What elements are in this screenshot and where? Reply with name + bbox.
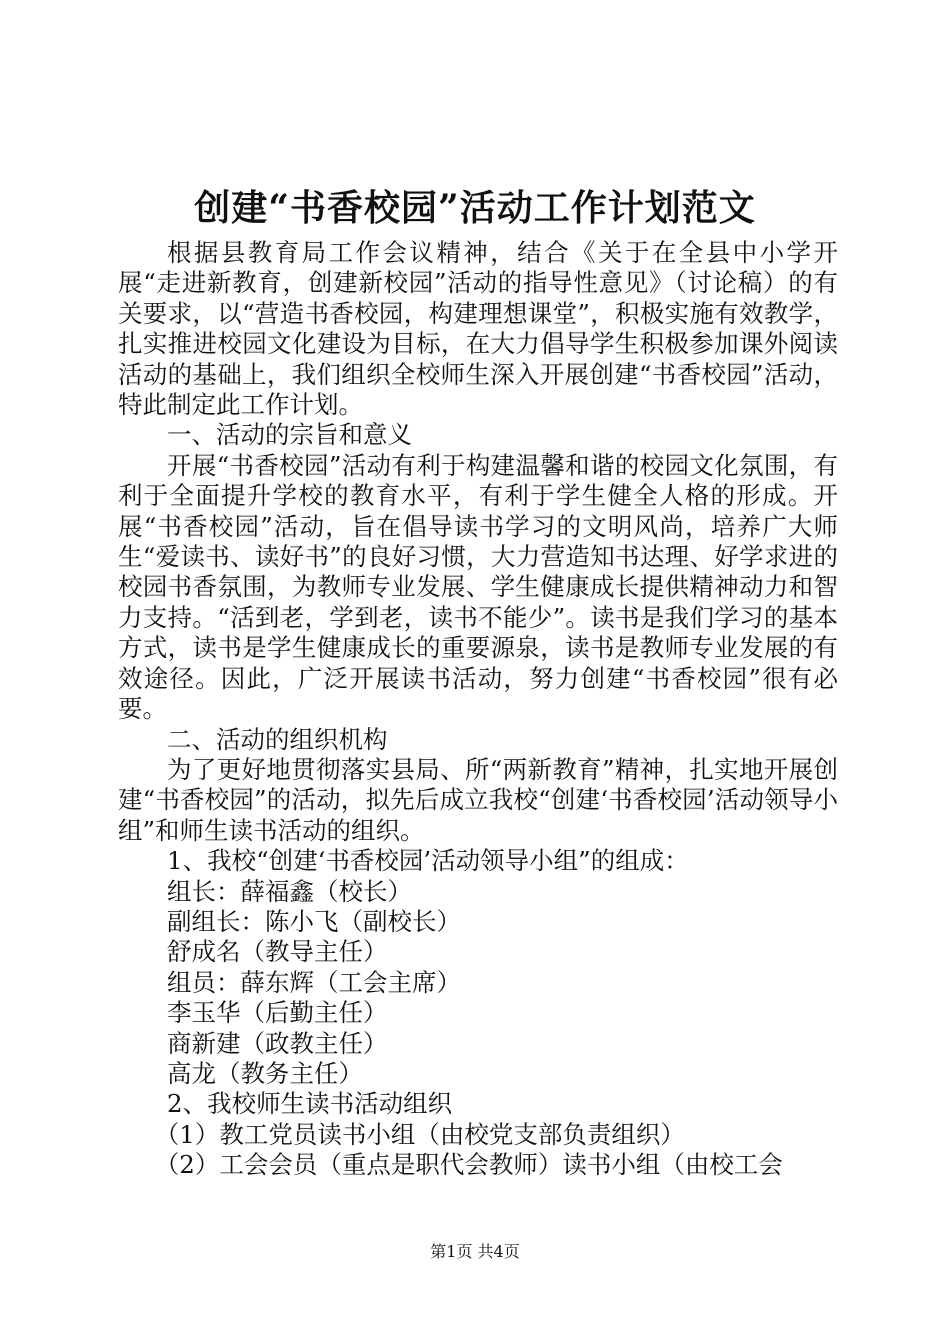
section-heading-purpose: 一、活动的宗旨和意义 [167, 420, 412, 450]
member-line: 舒成名（教导主任） [167, 937, 388, 967]
document-body [118, 238, 838, 1181]
subsection-reading-organization: 2、我校师生读书活动组织 [167, 1089, 453, 1119]
member-line: 商新建（政教主任） [167, 1028, 388, 1058]
section-heading-organization: 二、活动的组织机构 [167, 724, 388, 754]
paragraph-purpose: 开展“书香校园”活动有利于构建温馨和谐的校园文化氛围，有利于全面提升学校的教育水平，有利于学生健全人格的形成。开展“书香校园”活动，旨在倡导读书学习的文明风尚，培养广大师生“爱读书、读好书”的良好习惯，大力营造知书达理、好学求进的校园书香氛围，为教师专业发展、学生健康成长提供精神动力和智力支持。“活到老，学到老，读书不能少”。读书是我们学习的基本方式，读书是学生健康成长的重要源泉，读书是教师专业发展的有效途径。因此，广泛开展读书活动，努力创建“书香校园”很有必要。 [118, 450, 838, 724]
subsection-leadership-group: 1、我校“创建‘书香校园’活动领导小组”的组成： [167, 846, 689, 876]
group-line: （2）工会会员（重点是职代会教师）读书小组（由校工会 [154, 1150, 783, 1180]
member-line: 组员：薛东辉（工会主席） [167, 967, 461, 997]
group-line: （1）教工党员读书小组（由校党支部负责组织） [154, 1119, 685, 1149]
member-line: 组长：薛福鑫（校长） [167, 876, 412, 906]
member-line: 李玉华（后勤主任） [167, 998, 388, 1028]
page-footer: 第1页 共4页 [430, 1242, 520, 1261]
paragraph-organization: 为了更好地贯彻落实县局、所“两新教育”精神，扎实地开展创建“书香校园”的活动，拟先后成立我校“创建‘书香校园’活动领导小组”和师生读书活动的组织。 [118, 754, 838, 845]
member-line: 副组长：陈小飞（副校长） [167, 906, 461, 936]
member-line: 高龙（教务主任） [167, 1058, 363, 1088]
document-title: 创建“书香校园”活动工作计划范文 [194, 187, 756, 229]
paragraph-intro: 根据县教育局工作会议精神，结合《关于在全县中小学开展“走进新教育，创建新校园”活动的指导性意见》（讨论稿）的有关要求，以“营造书香校园，构建理想课堂”，积极实施有效教学，扎实推进校园文化建设为目标，在大力倡导学生积极参加课外阅读活动的基础上，我们组织全校师生深入开展创建“书香校园”活动，特此制定此工作计划。 [118, 238, 838, 420]
